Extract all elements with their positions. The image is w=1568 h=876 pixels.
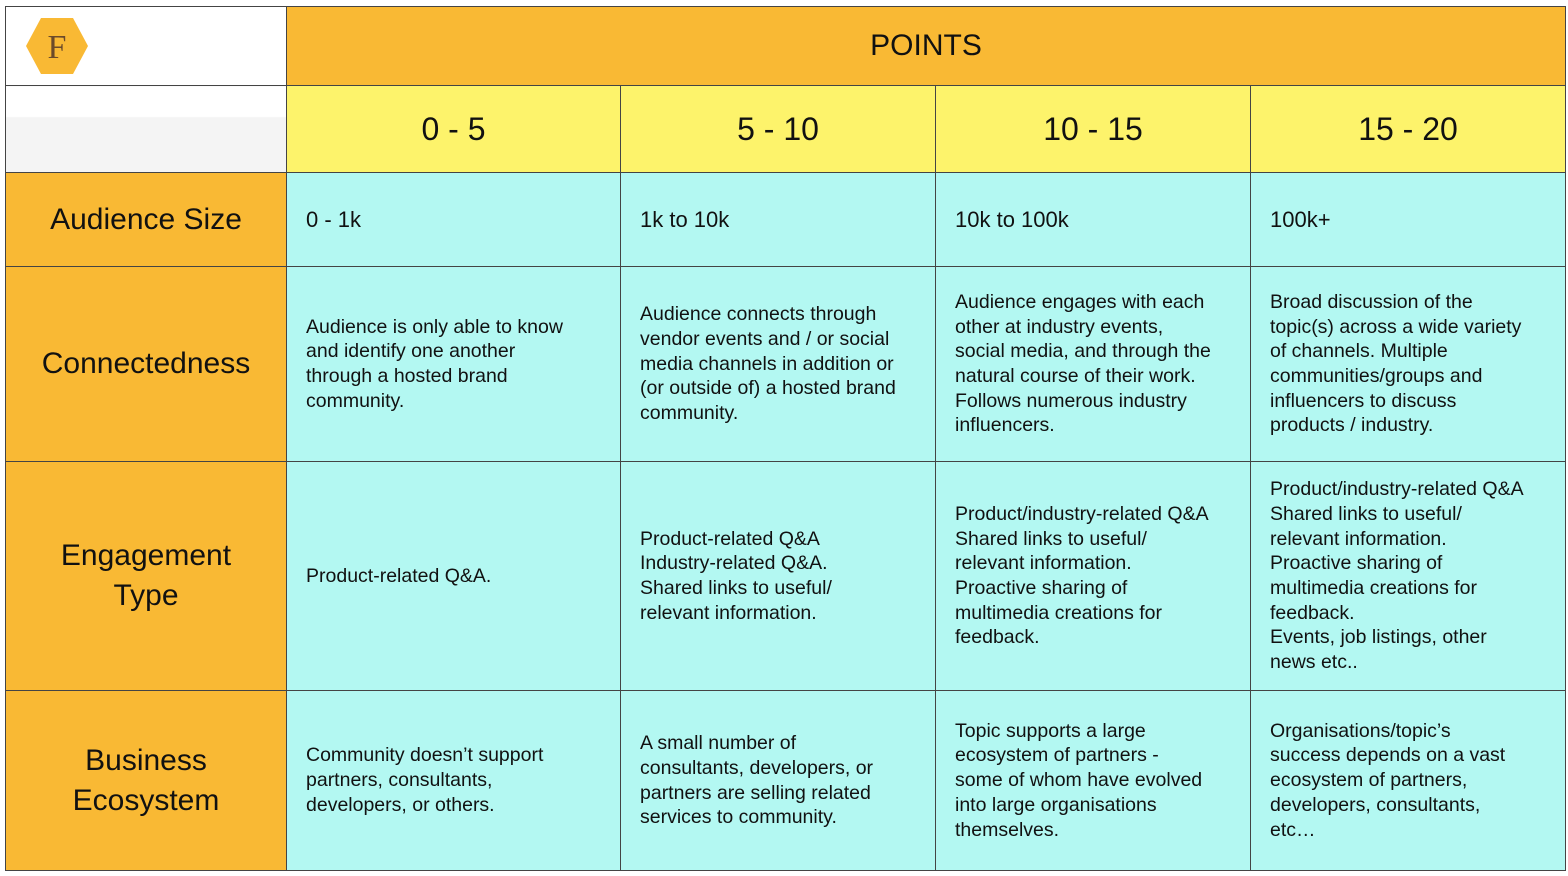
engagement-type-row — [6, 462, 1566, 691]
cell-line: social media, and through the — [955, 340, 1211, 363]
cell-line: of channels. Multiple — [1270, 340, 1448, 363]
engagement-type-cell-3 — [1251, 462, 1566, 691]
audience-size-cell-1 — [621, 173, 936, 267]
cell-text: 1k to 10k — [640, 206, 730, 232]
cell-line: into large organisations — [955, 793, 1157, 816]
business-ecosystem-cell-3 — [1251, 691, 1566, 871]
cell-line: some of whom have evolved — [955, 769, 1203, 792]
row-label-business-ecosystem — [6, 691, 287, 871]
cell-line: Broad discussion of the — [1270, 290, 1473, 313]
business-ecosystem-row — [6, 691, 1566, 871]
cell-line: Shared links to useful/ — [1270, 502, 1462, 525]
cell-line: influencers. — [955, 414, 1055, 437]
cell-line: news etc.. — [1270, 651, 1358, 674]
cell-text: 10k to 100k — [955, 206, 1069, 232]
cell-line: Industry-related Q&A. — [640, 552, 828, 575]
cell-text: 0 - 1k — [306, 206, 362, 232]
cell-line: and identify one another — [306, 340, 516, 363]
cell-line: Proactive sharing of — [1270, 552, 1443, 575]
cell-line: Product/industry-related Q&A — [955, 502, 1209, 525]
cell-line: topic(s) across a wide variety — [1270, 315, 1522, 338]
connectedness-cell-0 — [287, 267, 621, 462]
cell-line: ecosystem of partners - — [955, 744, 1159, 767]
business-ecosystem-cell-1 — [621, 691, 936, 871]
range-header-2: 10 - 15 — [936, 86, 1251, 173]
cell-line: Follows numerous industry — [955, 389, 1187, 412]
range-header-0: 0 - 5 — [287, 86, 621, 173]
audience-size-cell-3 — [1251, 173, 1566, 267]
business-ecosystem-cell-2 — [936, 691, 1251, 871]
cell-line: Shared links to useful/ — [955, 527, 1147, 550]
range-header-3: 15 - 20 — [1251, 86, 1566, 173]
range-row — [6, 86, 1566, 173]
cell-line: other at industry events, — [955, 315, 1164, 338]
cell-line: services to community. — [640, 806, 837, 829]
cell-line: developers, or others. — [306, 793, 495, 816]
cell-line: A small number of — [640, 732, 797, 755]
row-label-line: Connectedness — [41, 347, 251, 380]
connectedness-cell-2 — [936, 267, 1251, 462]
cell-line: Community doesn’t support — [306, 744, 544, 767]
points-table-container — [5, 6, 1565, 870]
row-label-line: Business — [85, 743, 207, 777]
cell-text: 100k+ — [1270, 206, 1331, 232]
connectedness-row — [6, 267, 1566, 462]
cell-line: etc… — [1270, 818, 1316, 841]
cell-line: Audience engages with each — [955, 290, 1205, 313]
cell-line: relevant information. — [640, 601, 817, 624]
cell-line: Product-related Q&A — [640, 527, 820, 550]
cell-line: multimedia creations for — [955, 601, 1162, 624]
cell-line: Audience connects through — [640, 303, 877, 326]
row-label-line: Audience Size — [50, 202, 242, 236]
audience-size-cell-0 — [287, 173, 621, 267]
cell-line: Organisations/topic’s — [1270, 719, 1451, 742]
row-label-line: Engagement — [60, 539, 232, 572]
row-label-audience-size — [6, 173, 287, 267]
cell-line: success depends on a vast — [1270, 744, 1506, 767]
cell-line: multimedia creations for — [1270, 577, 1477, 599]
row-label-engagement-type — [6, 462, 287, 691]
hexagon-logo-icon — [26, 17, 88, 75]
cell-line: partners are selling related — [640, 781, 871, 804]
cell-line: relevant information. — [955, 552, 1132, 575]
range-header-1: 5 - 10 — [621, 86, 936, 173]
cell-line: themselves. — [955, 818, 1060, 841]
cell-line: Product-related Q&A. — [306, 564, 492, 587]
cell-line: Events, job listings, other — [1270, 626, 1487, 649]
engagement-type-cell-0 — [287, 462, 621, 691]
cell-line: developers, consultants, — [1270, 793, 1481, 816]
cell-line: Topic supports a large — [955, 719, 1146, 742]
business-ecosystem-cell-0 — [287, 691, 621, 871]
engagement-type-cell-1 — [621, 462, 936, 691]
cell-line: community. — [640, 402, 739, 425]
cell-line: Audience is only able to know — [306, 315, 563, 338]
points-header: POINTS — [287, 7, 1566, 86]
points-table — [5, 6, 1566, 871]
cell-line: products / industry. — [1270, 414, 1434, 437]
cell-line: natural course of their work. — [955, 365, 1196, 387]
logo-letter: F — [47, 29, 67, 66]
cell-line: partners, consultants, — [306, 769, 493, 792]
cell-line: vendor events and / or social — [640, 327, 890, 350]
connectedness-cell-1 — [621, 267, 936, 462]
cell-line: communities/groups and — [1270, 365, 1483, 387]
cell-line: consultants, developers, or — [640, 756, 874, 779]
cell-line: community. — [306, 389, 405, 412]
cell-line: feedback. — [955, 626, 1040, 649]
blank-header-cell — [6, 86, 287, 173]
audience-size-row — [6, 173, 1566, 267]
cell-line: Product/industry-related Q&A — [1270, 478, 1524, 501]
connectedness-cell-3 — [1251, 267, 1566, 462]
engagement-type-cell-2 — [936, 462, 1251, 691]
title-row — [6, 7, 1566, 86]
cell-line: relevant information. — [1270, 527, 1447, 550]
row-label-line: Type — [113, 579, 179, 612]
cell-line: influencers to discuss — [1270, 389, 1457, 412]
row-label-connectedness — [6, 267, 287, 462]
cell-line: Shared links to useful/ — [640, 577, 832, 599]
cell-line: media channels in addition or — [640, 352, 894, 375]
cell-line: Proactive sharing of — [955, 577, 1128, 599]
logo-cell — [6, 7, 287, 86]
cell-line: feedback. — [1270, 601, 1355, 624]
cell-line: (or outside of) a hosted brand — [640, 377, 896, 400]
row-label-line: Ecosystem — [72, 783, 220, 817]
cell-line: through a hosted brand — [306, 365, 508, 387]
audience-size-cell-2 — [936, 173, 1251, 267]
cell-line: ecosystem of partners, — [1270, 769, 1468, 792]
